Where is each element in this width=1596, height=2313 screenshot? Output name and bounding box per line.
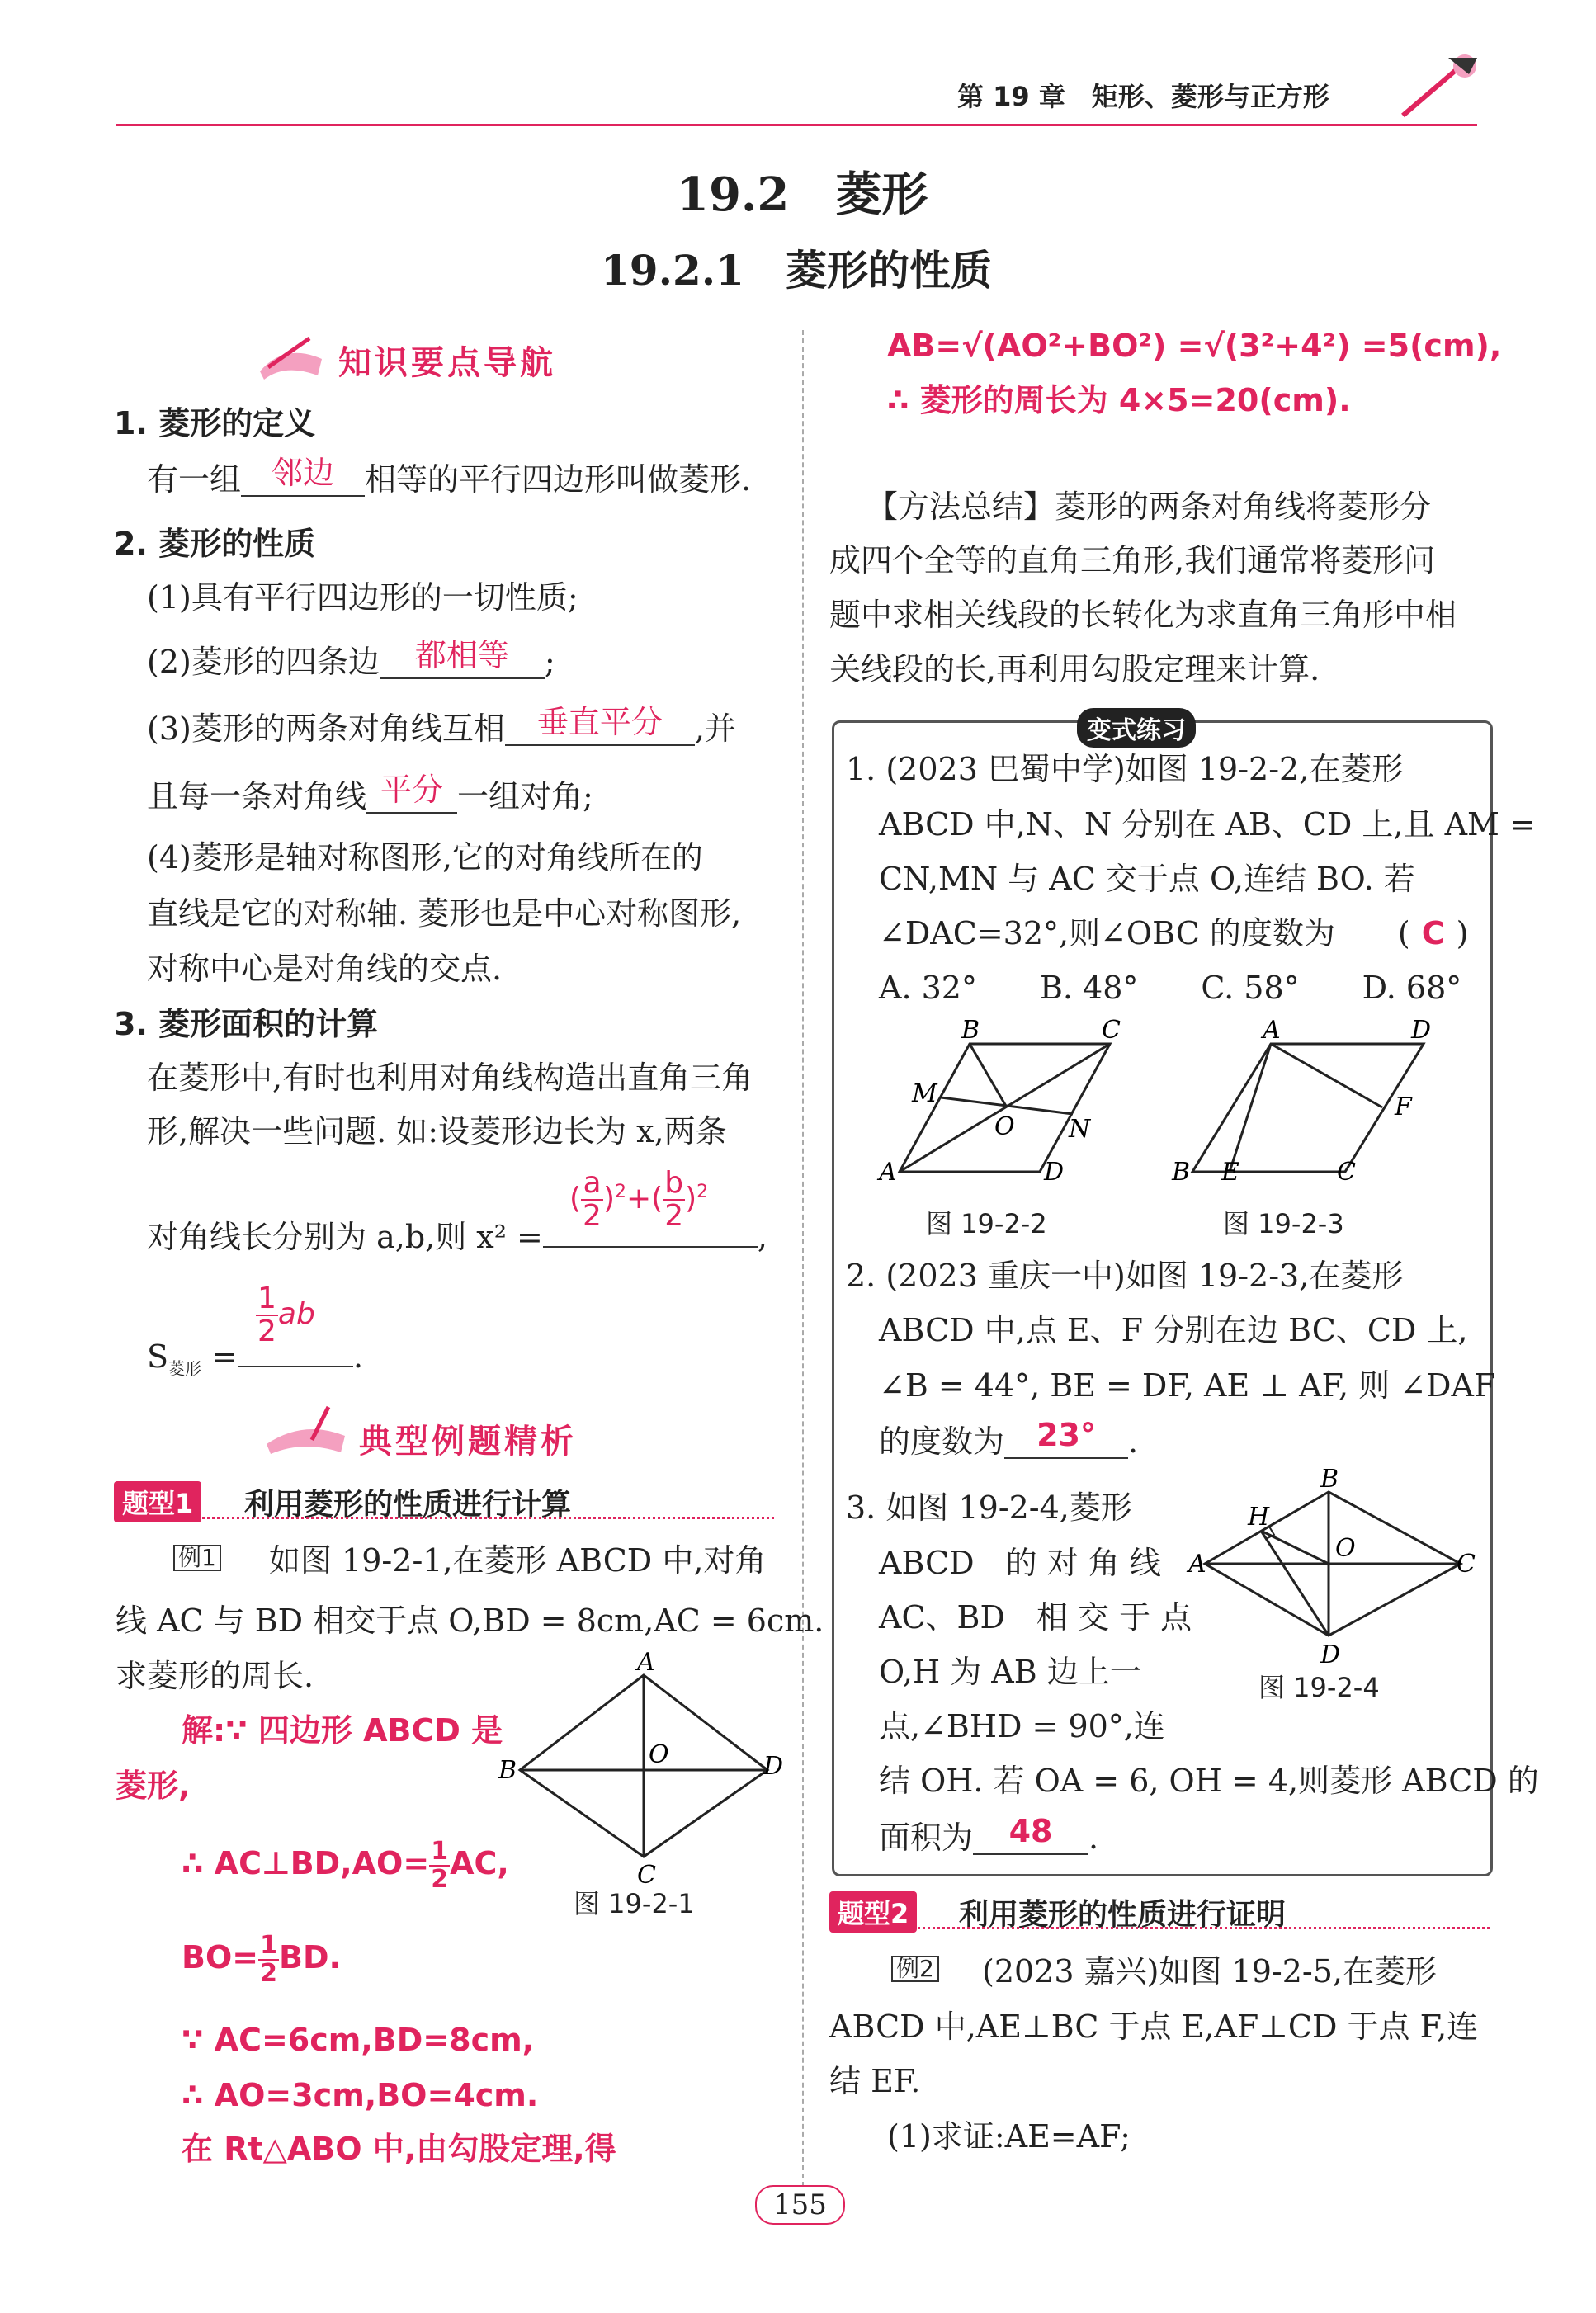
svg-text:B: B	[498, 1756, 517, 1785]
prop1: (1)具有平行四边形的一切性质;	[147, 579, 578, 616]
ex2-l2: ABCD 中,AE⊥BC 于点 E,AF⊥CD 于点 F,连	[829, 2009, 1479, 2045]
figure-19-2-3	[1147, 1015, 1444, 1197]
area-heading: 3. 菱形面积的计算	[114, 1006, 379, 1042]
q3-l2: ABCD 的 对 角 线	[879, 1545, 1161, 1581]
def-heading: 1. 菱形的定义	[114, 405, 316, 441]
svg-text:O: O	[649, 1740, 669, 1769]
subsection-title: 19.2.1 菱形的性质	[601, 246, 992, 295]
sol3: ∴ AC⊥BD,AO= $\frac{1}{2}$ AC,	[182, 1837, 509, 1894]
prop2: (2)菱形的四条边 都相等 ;	[147, 637, 555, 680]
sol4: BO= $\frac{1}{2}$ BD.	[182, 1931, 341, 1988]
q3-l4: O,H 为 AB 边上一	[879, 1654, 1141, 1690]
q3-l1: 3. 如图 19-2-4,菱形	[846, 1489, 1132, 1526]
pen-decoration-icon	[1386, 50, 1485, 124]
svg-text:B: B	[1172, 1158, 1191, 1187]
svg-text:A: A	[879, 1158, 897, 1187]
ex2-l1: (2023 嘉兴)如图 19-2-5,在菱形	[982, 1953, 1437, 1990]
q3-l7: 面积为 48 .	[879, 1813, 1099, 1856]
prop4c: 对称中心是对角线的交点.	[147, 951, 503, 987]
calc1: AB=√(AO²+BO²) =√(3²+4²) =5(cm),	[887, 328, 1502, 364]
area2: 形,解决一些问题. 如:设菱形边长为 x,两条	[147, 1113, 727, 1149]
svg-text:C: C	[1457, 1550, 1476, 1579]
page-number: 155	[755, 2185, 845, 2225]
svg-text:D: D	[1044, 1158, 1065, 1187]
q1-l1: 1. (2023 巴蜀中学)如图 19-2-2,在菱形	[846, 751, 1404, 787]
type2-text: 利用菱形的性质进行证明	[959, 1898, 1287, 1932]
prop4a: (4)菱形是轴对称图形,它的对角线所在的	[147, 839, 703, 876]
ex1-line3: 求菱形的周长.	[116, 1658, 314, 1694]
svg-text:O: O	[1335, 1534, 1356, 1563]
svg-text:F: F	[1395, 1093, 1412, 1121]
prop4b: 直线是它的对称轴. 菱形也是中心对称图形,	[147, 895, 742, 932]
figure-19-2-1	[495, 1648, 784, 1890]
svg-text:O: O	[994, 1112, 1015, 1141]
q2-l3: ∠B = 44°, BE = DF, AE ⊥ AF, 则 ∠DAF	[879, 1367, 1496, 1404]
def-line: 有一组 邻边 相等的平行四边形叫做菱形.	[147, 455, 752, 498]
prop-heading: 2. 菱形的性质	[114, 526, 316, 562]
column-divider	[802, 330, 804, 2187]
svg-text:A: A	[637, 1648, 655, 1677]
examples-heading: 典型例题精析	[359, 1423, 577, 1461]
type1-label: 题型1	[114, 1481, 201, 1522]
area-answer: ( $\frac{a}{2}$ )$^2$+( $\frac{b}{2}$ )$^2$	[569, 1166, 709, 1233]
prop3: (3)菱形的两条对角线互相 垂直平分 ,并	[147, 704, 736, 747]
svg-text:D: D	[1320, 1640, 1341, 1669]
svg-text:B: B	[961, 1016, 980, 1045]
svg-text:C: C	[637, 1861, 656, 1890]
practice-label: 变式练习	[1077, 708, 1196, 748]
svg-text:E: E	[1221, 1158, 1239, 1187]
sol6: ∴ AO=3cm,BO=4cm.	[182, 2077, 539, 2113]
summary1: 【方法总结】菱形的两条对角线将菱形分	[866, 489, 1432, 525]
section-title: 19.2 菱形	[677, 168, 928, 222]
sol2: 菱形,	[116, 1768, 191, 1804]
svg-text:H: H	[1248, 1503, 1270, 1532]
svg-text:D: D	[763, 1752, 784, 1781]
svg-text:D: D	[1411, 1016, 1432, 1045]
q3-l6: 结 OH. 若 OA = 6, OH = 4,则菱形 ABCD 的	[879, 1763, 1539, 1799]
type2-label: 题型2	[829, 1891, 917, 1933]
svg-text:C: C	[1102, 1016, 1121, 1045]
examples-icon	[262, 1403, 353, 1456]
calc2: ∴ 菱形的周长为 4×5=20(cm).	[887, 382, 1351, 418]
ex1-line1-text: 如图 19-2-1,在菱形 ABCD 中,对角	[269, 1542, 767, 1579]
q2-l2: ABCD 中,点 E、F 分别在边 BC、CD 上,	[879, 1312, 1468, 1348]
svg-text:A: A	[1188, 1550, 1206, 1579]
area1: 在菱形中,有时也利用对角线构造出直角三角	[147, 1060, 753, 1096]
svg-text:B: B	[1320, 1465, 1339, 1494]
sol5: ∵ AC=6cm,BD=8cm,	[182, 2022, 535, 2058]
example-2-tag: 例2	[891, 1956, 939, 1982]
q1-opts: A. 32° B. 48° C. 58° D. 68°	[879, 970, 1462, 1006]
q3-l5: 点,∠BHD = 90°,连	[879, 1708, 1165, 1744]
summary2: 成四个全等的直角三角形,我们通常将菱形问	[829, 542, 1436, 578]
figure-19-2-2	[871, 1015, 1143, 1197]
prop3b: 且每一条对角线 平分 一组对角;	[147, 772, 593, 814]
q1-l3: CN,MN 与 AC 交于点 O,连结 BO. 若	[879, 861, 1415, 897]
svg-text:N: N	[1069, 1115, 1091, 1144]
fig2-caption: 图 19-2-2	[926, 1208, 1047, 1239]
svg-text:C: C	[1337, 1158, 1356, 1187]
knowledge-icon	[252, 326, 330, 384]
q1-l4: ∠DAC=32°,则∠OBC 的度数为 ( C )	[879, 915, 1469, 951]
ex2-l3: 结 EF.	[829, 2063, 921, 2099]
q2-l1: 2. (2023 重庆一中)如图 19-2-3,在菱形	[846, 1258, 1404, 1294]
figure-19-2-4	[1188, 1465, 1477, 1669]
svg-text:M: M	[912, 1079, 937, 1108]
summary4: 关线段的长,再利用勾股定理来计算.	[829, 651, 1320, 687]
knowledge-heading: 知识要点导航	[338, 344, 556, 382]
sol1: 解:∵ 四边形 ABCD 是	[182, 1712, 503, 1749]
example-1-tag: 例1	[173, 1545, 221, 1571]
summary3: 题中求相关线段的长转化为求直角三角形中相	[829, 597, 1457, 633]
sol7: 在 Rt△ABO 中,由勾股定理,得	[182, 2131, 616, 2167]
s-answer: $\frac{1}{2}$ ab	[257, 1282, 315, 1348]
area-s: $S_{菱形}$ = .	[147, 1338, 364, 1379]
ex2-l4: (1)求证:AE=AF;	[887, 2118, 1131, 2155]
svg-text:A: A	[1263, 1016, 1281, 1045]
q3-l3: AC、BD 相 交 于 点	[879, 1599, 1192, 1636]
fig1-caption: 图 19-2-1	[574, 1888, 695, 1919]
type1-text: 利用菱形的性质进行计算	[244, 1488, 572, 1522]
type1-underline	[114, 1517, 774, 1519]
q1-l2: ABCD 中,N、N 分别在 AB、CD 上,且 AM =	[879, 806, 1536, 843]
type2-underline	[829, 1927, 1490, 1929]
fig4-caption: 图 19-2-4	[1258, 1672, 1380, 1703]
header-chapter: 第 19 章 矩形、菱形与正方形	[957, 81, 1329, 112]
ex1-line2: 线 AC 与 BD 相交于点 O,BD = 8cm,AC = 6cm.	[116, 1603, 824, 1639]
q2-l4: 的度数为 23° .	[879, 1417, 1139, 1460]
fig3-caption: 图 19-2-3	[1223, 1208, 1344, 1239]
area3: 对角线长分别为 a,b,则 x² = ,	[147, 1219, 767, 1255]
header-bar	[116, 124, 1477, 126]
